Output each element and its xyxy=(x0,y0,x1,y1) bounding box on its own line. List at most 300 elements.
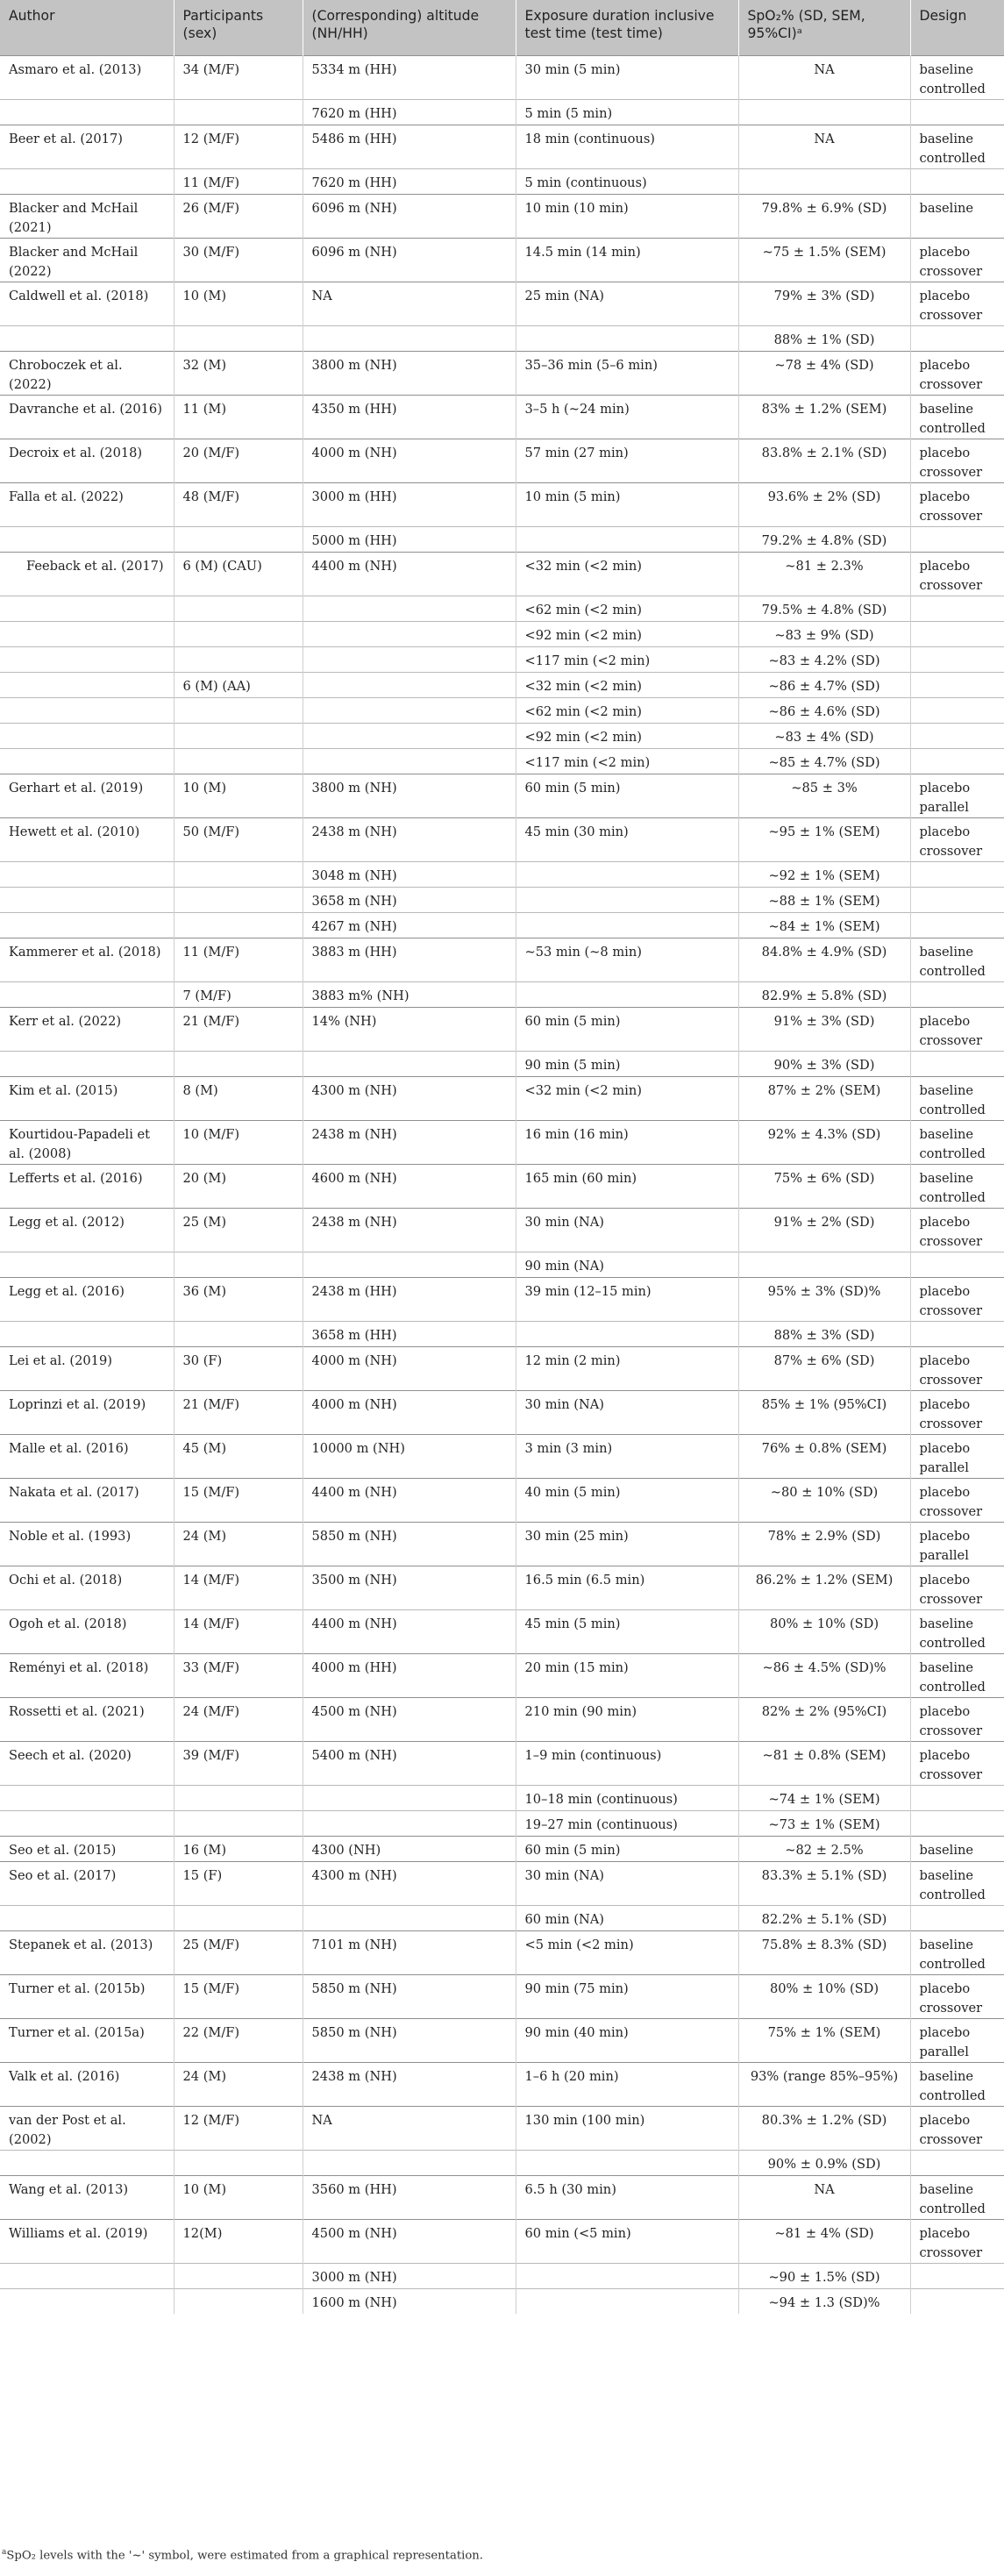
cell-spo2: ~86 ± 4.7% (SD) xyxy=(738,672,910,697)
table-row xyxy=(0,1164,1004,1208)
cell-exposure: <62 min (<2 min) xyxy=(516,697,738,723)
cell-design xyxy=(910,325,1004,351)
cell-spo2: NA xyxy=(738,125,910,168)
cell-design: baseline controlled xyxy=(910,1164,1004,1208)
cell-participants: 11 (M) xyxy=(174,395,303,439)
cell-participants: 11 (M/F) xyxy=(174,938,303,981)
cell-author xyxy=(0,912,174,938)
cell-author xyxy=(0,672,174,697)
table-row xyxy=(0,2219,1004,2263)
cell-participants xyxy=(174,99,303,125)
cell-participants: 34 (M/F) xyxy=(174,55,303,99)
cell-participants: 12 (M/F) xyxy=(174,2106,303,2150)
cell-spo2: ~82 ± 2.5% xyxy=(738,1836,910,1861)
table-row xyxy=(0,482,1004,526)
header-altitude: (Corresponding) altitude (NH/HH) xyxy=(303,0,516,55)
header-spo2: SpO₂% (SD, SEM, 95%CI)ᵃ xyxy=(738,0,910,55)
cell-participants xyxy=(174,621,303,646)
cell-author: Feeback et al. (2017) xyxy=(0,552,174,596)
table-row xyxy=(0,2150,1004,2175)
cell-design: baseline controlled xyxy=(910,1120,1004,1164)
cell-altitude xyxy=(303,1905,516,1930)
cell-exposure: 60 min (NA) xyxy=(516,1905,738,1930)
cell-spo2: 75% ± 6% (SD) xyxy=(738,1164,910,1208)
cell-altitude: 3658 m (HH) xyxy=(303,1321,516,1346)
cell-spo2: 90% ± 0.9% (SD) xyxy=(738,2150,910,2175)
cell-participants: 39 (M/F) xyxy=(174,1741,303,1785)
cell-exposure: 39 min (12–15 min) xyxy=(516,1277,738,1321)
cell-spo2: ~80 ± 10% (SD) xyxy=(738,1478,910,1522)
table-row xyxy=(0,1007,1004,1051)
cell-spo2: 80% ± 10% (SD) xyxy=(738,1974,910,2018)
cell-participants: 22 (M/F) xyxy=(174,2018,303,2062)
cell-design: baseline xyxy=(910,1836,1004,1861)
cell-exposure: <32 min (<2 min) xyxy=(516,552,738,596)
cell-participants: 30 (F) xyxy=(174,1346,303,1390)
cell-design xyxy=(910,2288,1004,2314)
cell-author: Reményi et al. (2018) xyxy=(0,1653,174,1697)
table-row xyxy=(0,1208,1004,1252)
cell-author: Beer et al. (2017) xyxy=(0,125,174,168)
cell-participants: 24 (M) xyxy=(174,2062,303,2106)
cell-altitude xyxy=(303,672,516,697)
cell-author xyxy=(0,1785,174,1810)
cell-spo2: 83.3% ± 5.1% (SD) xyxy=(738,1861,910,1905)
cell-altitude: 4500 m (NH) xyxy=(303,1697,516,1741)
cell-participants: 21 (M/F) xyxy=(174,1007,303,1051)
cell-altitude: 3048 m (NH) xyxy=(303,861,516,887)
cell-participants xyxy=(174,2263,303,2288)
cell-spo2: ~88 ± 1% (SEM) xyxy=(738,887,910,912)
cell-author: Blacker and McHail (2022) xyxy=(0,238,174,282)
cell-participants: 8 (M) xyxy=(174,1076,303,1120)
cell-spo2: ~86 ± 4.6% (SD) xyxy=(738,697,910,723)
table-row xyxy=(0,817,1004,861)
table-row xyxy=(0,1566,1004,1609)
cell-design: placebo crossover xyxy=(910,817,1004,861)
cell-exposure xyxy=(516,861,738,887)
cell-design: placebo crossover xyxy=(910,1478,1004,1522)
cell-participants: 33 (M/F) xyxy=(174,1653,303,1697)
table-row xyxy=(0,125,1004,168)
table-row xyxy=(0,1653,1004,1697)
cell-design: baseline controlled xyxy=(910,395,1004,439)
cell-design: baseline controlled xyxy=(910,1930,1004,1974)
cell-altitude: 4350 m (HH) xyxy=(303,395,516,439)
cell-exposure: 90 min (40 min) xyxy=(516,2018,738,2062)
cell-participants: 10 (M/F) xyxy=(174,1120,303,1164)
cell-author xyxy=(0,861,174,887)
cell-exposure: 30 min (NA) xyxy=(516,1390,738,1434)
table-row xyxy=(0,1434,1004,1478)
cell-altitude xyxy=(303,1051,516,1076)
table-row xyxy=(0,1076,1004,1120)
cell-design: baseline xyxy=(910,194,1004,238)
table-row xyxy=(0,672,1004,697)
table-row xyxy=(0,552,1004,596)
table-row xyxy=(0,99,1004,125)
cell-participants xyxy=(174,912,303,938)
table-body xyxy=(0,55,1004,2314)
cell-participants: 10 (M) xyxy=(174,774,303,817)
table-row xyxy=(0,351,1004,395)
cell-author: Valk et al. (2016) xyxy=(0,2062,174,2106)
cell-participants: 14 (M/F) xyxy=(174,1609,303,1653)
cell-participants xyxy=(174,1321,303,1346)
cell-design xyxy=(910,646,1004,672)
cell-exposure xyxy=(516,2288,738,2314)
cell-exposure: 60 min (5 min) xyxy=(516,1836,738,1861)
cell-spo2: 88% ± 1% (SD) xyxy=(738,325,910,351)
cell-design: placebo crossover xyxy=(910,439,1004,482)
cell-exposure: <117 min (<2 min) xyxy=(516,646,738,672)
cell-design: placebo crossover xyxy=(910,1697,1004,1741)
cell-author xyxy=(0,2288,174,2314)
cell-author: Blacker and McHail (2021) xyxy=(0,194,174,238)
table-row xyxy=(0,439,1004,482)
cell-altitude: 5850 m (NH) xyxy=(303,1974,516,2018)
footnote-text: SpO₂ levels with the '~' symbol, were estimated from a graphical representation. xyxy=(6,2549,483,2563)
cell-design: placebo crossover xyxy=(910,1566,1004,1609)
cell-exposure: 16 min (16 min) xyxy=(516,1120,738,1164)
cell-design: baseline controlled xyxy=(910,2062,1004,2106)
cell-spo2: ~83 ± 9% (SD) xyxy=(738,621,910,646)
table-row xyxy=(0,646,1004,672)
cell-spo2: 75.8% ± 8.3% (SD) xyxy=(738,1930,910,1974)
cell-spo2: 75% ± 1% (SEM) xyxy=(738,2018,910,2062)
cell-design xyxy=(910,168,1004,194)
cell-exposure: 3 min (3 min) xyxy=(516,1434,738,1478)
cell-spo2: ~90 ± 1.5% (SD) xyxy=(738,2263,910,2288)
cell-spo2: 79.8% ± 6.9% (SD) xyxy=(738,194,910,238)
cell-design xyxy=(910,861,1004,887)
cell-participants xyxy=(174,1051,303,1076)
table-row xyxy=(0,1836,1004,1861)
cell-author: Lefferts et al. (2016) xyxy=(0,1164,174,1208)
cell-exposure: 3–5 h (~24 min) xyxy=(516,395,738,439)
header-design: Design xyxy=(910,0,1004,55)
cell-altitude: 4000 m (NH) xyxy=(303,1390,516,1434)
cell-participants: 48 (M/F) xyxy=(174,482,303,526)
cell-participants: 14 (M/F) xyxy=(174,1566,303,1609)
cell-design xyxy=(910,621,1004,646)
table-row xyxy=(0,1390,1004,1434)
cell-design: placebo parallel xyxy=(910,1522,1004,1566)
table-row xyxy=(0,2018,1004,2062)
cell-altitude: 4000 m (NH) xyxy=(303,439,516,482)
cell-altitude: 4267 m (NH) xyxy=(303,912,516,938)
cell-exposure: 1–6 h (20 min) xyxy=(516,2062,738,2106)
cell-author: Seech et al. (2020) xyxy=(0,1741,174,1785)
cell-exposure xyxy=(516,325,738,351)
cell-altitude: 3883 m% (NH) xyxy=(303,981,516,1007)
cell-participants: 25 (M) xyxy=(174,1208,303,1252)
cell-author: Williams et al. (2019) xyxy=(0,2219,174,2263)
cell-spo2: 78% ± 2.9% (SD) xyxy=(738,1522,910,1566)
cell-author: Ochi et al. (2018) xyxy=(0,1566,174,1609)
cell-design: placebo crossover xyxy=(910,282,1004,325)
cell-exposure xyxy=(516,887,738,912)
cell-exposure: 90 min (5 min) xyxy=(516,1051,738,1076)
cell-altitude: 5000 m (HH) xyxy=(303,526,516,552)
cell-exposure: 19–27 min (continuous) xyxy=(516,1810,738,1836)
cell-altitude xyxy=(303,1252,516,1277)
cell-author: Lei et al. (2019) xyxy=(0,1346,174,1390)
cell-design xyxy=(910,887,1004,912)
cell-author xyxy=(0,697,174,723)
cell-exposure: 30 min (5 min) xyxy=(516,55,738,99)
cell-exposure: 20 min (15 min) xyxy=(516,1653,738,1697)
cell-participants: 7 (M/F) xyxy=(174,981,303,1007)
cell-author: Wang et al. (2013) xyxy=(0,2175,174,2219)
cell-author: van der Post et al. (2002) xyxy=(0,2106,174,2150)
cell-design: baseline controlled xyxy=(910,125,1004,168)
cell-participants xyxy=(174,1905,303,1930)
cell-design: baseline controlled xyxy=(910,1861,1004,1905)
cell-participants: 32 (M) xyxy=(174,351,303,395)
cell-spo2: NA xyxy=(738,55,910,99)
cell-design xyxy=(910,1321,1004,1346)
cell-spo2: 87% ± 6% (SD) xyxy=(738,1346,910,1390)
cell-design: placebo crossover xyxy=(910,482,1004,526)
cell-participants: 16 (M) xyxy=(174,1836,303,1861)
table-row xyxy=(0,981,1004,1007)
cell-spo2: 90% ± 3% (SD) xyxy=(738,1051,910,1076)
cell-author xyxy=(0,596,174,621)
cell-participants xyxy=(174,325,303,351)
cell-participants: 24 (M/F) xyxy=(174,1697,303,1741)
cell-altitude xyxy=(303,325,516,351)
cell-altitude: 5850 m (NH) xyxy=(303,1522,516,1566)
cell-altitude: 14% (NH) xyxy=(303,1007,516,1051)
table-row xyxy=(0,1697,1004,1741)
cell-exposure: 30 min (NA) xyxy=(516,1208,738,1252)
cell-altitude: 4600 m (NH) xyxy=(303,1164,516,1208)
cell-altitude xyxy=(303,2150,516,2175)
cell-altitude: 4000 m (HH) xyxy=(303,1653,516,1697)
cell-exposure: 10–18 min (continuous) xyxy=(516,1785,738,1810)
cell-participants: 21 (M/F) xyxy=(174,1390,303,1434)
cell-spo2 xyxy=(738,99,910,125)
table-row xyxy=(0,723,1004,748)
cell-participants: 15 (M/F) xyxy=(174,1478,303,1522)
cell-participants xyxy=(174,748,303,774)
cell-participants xyxy=(174,861,303,887)
cell-author xyxy=(0,981,174,1007)
cell-design: placebo parallel xyxy=(910,1434,1004,1478)
table-row xyxy=(0,1810,1004,1836)
cell-altitude: 3800 m (NH) xyxy=(303,351,516,395)
cell-altitude: 5486 m (HH) xyxy=(303,125,516,168)
cell-design: placebo crossover xyxy=(910,2219,1004,2263)
cell-altitude: 2438 m (NH) xyxy=(303,1208,516,1252)
table-row xyxy=(0,1321,1004,1346)
cell-design: placebo crossover xyxy=(910,1007,1004,1051)
header-exposure: Exposure duration inclusive test time (test time) xyxy=(516,0,738,55)
cell-altitude: 4500 m (NH) xyxy=(303,2219,516,2263)
cell-exposure xyxy=(516,526,738,552)
cell-exposure: 16.5 min (6.5 min) xyxy=(516,1566,738,1609)
cell-design xyxy=(910,526,1004,552)
cell-participants: 10 (M) xyxy=(174,282,303,325)
header-row xyxy=(0,0,1004,55)
cell-participants xyxy=(174,2288,303,2314)
cell-participants xyxy=(174,1252,303,1277)
cell-spo2: ~75 ± 1.5% (SEM) xyxy=(738,238,910,282)
cell-participants: 30 (M/F) xyxy=(174,238,303,282)
cell-design: placebo crossover xyxy=(910,552,1004,596)
cell-participants: 20 (M/F) xyxy=(174,439,303,482)
cell-altitude: 7620 m (HH) xyxy=(303,99,516,125)
cell-spo2: ~83 ± 4.2% (SD) xyxy=(738,646,910,672)
table-row xyxy=(0,861,1004,887)
cell-altitude: 4400 m (NH) xyxy=(303,552,516,596)
cell-altitude: 3000 m (NH) xyxy=(303,2263,516,2288)
cell-exposure: 210 min (90 min) xyxy=(516,1697,738,1741)
cell-altitude: 2438 m (NH) xyxy=(303,2062,516,2106)
cell-spo2: ~73 ± 1% (SEM) xyxy=(738,1810,910,1836)
cell-altitude: 7620 m (HH) xyxy=(303,168,516,194)
cell-author: Legg et al. (2016) xyxy=(0,1277,174,1321)
table-row xyxy=(0,1252,1004,1277)
cell-exposure xyxy=(516,912,738,938)
cell-altitude xyxy=(303,621,516,646)
cell-author xyxy=(0,1252,174,1277)
cell-exposure: 45 min (30 min) xyxy=(516,817,738,861)
cell-spo2: ~81 ± 2.3% xyxy=(738,552,910,596)
cell-altitude xyxy=(303,1785,516,1810)
cell-author: Nakata et al. (2017) xyxy=(0,1478,174,1522)
cell-design: baseline controlled xyxy=(910,938,1004,981)
cell-altitude: 10000 m (NH) xyxy=(303,1434,516,1478)
cell-design: baseline controlled xyxy=(910,1653,1004,1697)
cell-altitude xyxy=(303,748,516,774)
cell-exposure: 40 min (5 min) xyxy=(516,1478,738,1522)
table-row xyxy=(0,697,1004,723)
cell-participants xyxy=(174,1785,303,1810)
cell-design: placebo crossover xyxy=(910,1390,1004,1434)
cell-spo2: ~81 ± 4% (SD) xyxy=(738,2219,910,2263)
cell-exposure: <32 min (<2 min) xyxy=(516,672,738,697)
header-author: Author xyxy=(0,0,174,55)
cell-design: baseline controlled xyxy=(910,1076,1004,1120)
cell-author xyxy=(0,621,174,646)
cell-altitude xyxy=(303,1810,516,1836)
cell-author: Seo et al. (2015) xyxy=(0,1836,174,1861)
cell-participants xyxy=(174,596,303,621)
table-header xyxy=(0,0,1004,55)
cell-exposure: <92 min (<2 min) xyxy=(516,723,738,748)
cell-spo2: 87% ± 2% (SEM) xyxy=(738,1076,910,1120)
cell-spo2: 79.2% ± 4.8% (SD) xyxy=(738,526,910,552)
cell-participants xyxy=(174,2150,303,2175)
table-row xyxy=(0,1478,1004,1522)
cell-participants: 26 (M/F) xyxy=(174,194,303,238)
table-row xyxy=(0,2106,1004,2150)
cell-design: placebo crossover xyxy=(910,2106,1004,2150)
cell-design xyxy=(910,1810,1004,1836)
cell-exposure: 10 min (5 min) xyxy=(516,482,738,526)
cell-design: placebo crossover xyxy=(910,1208,1004,1252)
cell-spo2: 86.2% ± 1.2% (SEM) xyxy=(738,1566,910,1609)
table-row xyxy=(0,1741,1004,1785)
table-row xyxy=(0,238,1004,282)
cell-design xyxy=(910,748,1004,774)
cell-design xyxy=(910,672,1004,697)
cell-exposure: 6.5 h (30 min) xyxy=(516,2175,738,2219)
cell-design xyxy=(910,596,1004,621)
table-row xyxy=(0,1277,1004,1321)
cell-design xyxy=(910,1051,1004,1076)
cell-design xyxy=(910,912,1004,938)
table-row xyxy=(0,621,1004,646)
cell-exposure: 14.5 min (14 min) xyxy=(516,238,738,282)
table-row xyxy=(0,55,1004,99)
cell-author: Turner et al. (2015a) xyxy=(0,2018,174,2062)
cell-author xyxy=(0,887,174,912)
cell-participants xyxy=(174,1810,303,1836)
cell-altitude: 3883 m (HH) xyxy=(303,938,516,981)
cell-spo2: 91% ± 2% (SD) xyxy=(738,1208,910,1252)
cell-altitude: 2438 m (NH) xyxy=(303,817,516,861)
cell-participants: 10 (M) xyxy=(174,2175,303,2219)
cell-author xyxy=(0,1051,174,1076)
cell-spo2: ~95 ± 1% (SEM) xyxy=(738,817,910,861)
cell-author: Kerr et al. (2022) xyxy=(0,1007,174,1051)
table-row xyxy=(0,1905,1004,1930)
table-row xyxy=(0,2288,1004,2314)
cell-exposure: 12 min (2 min) xyxy=(516,1346,738,1390)
cell-author: Davranche et al. (2016) xyxy=(0,395,174,439)
cell-altitude: 4000 m (NH) xyxy=(303,1346,516,1390)
cell-altitude: 6096 m (NH) xyxy=(303,194,516,238)
cell-altitude: 3658 m (NH) xyxy=(303,887,516,912)
cell-spo2 xyxy=(738,168,910,194)
cell-author: Kim et al. (2015) xyxy=(0,1076,174,1120)
table-row xyxy=(0,748,1004,774)
cell-exposure: <5 min (<2 min) xyxy=(516,1930,738,1974)
cell-participants xyxy=(174,526,303,552)
cell-participants: 6 (M) (CAU) xyxy=(174,552,303,596)
cell-author: Caldwell et al. (2018) xyxy=(0,282,174,325)
cell-spo2: 79.5% ± 4.8% (SD) xyxy=(738,596,910,621)
table-row xyxy=(0,1051,1004,1076)
cell-altitude xyxy=(303,596,516,621)
cell-exposure: 25 min (NA) xyxy=(516,282,738,325)
cell-participants: 24 (M) xyxy=(174,1522,303,1566)
table-row xyxy=(0,1785,1004,1810)
cell-participants: 12 (M/F) xyxy=(174,125,303,168)
cell-exposure: <32 min (<2 min) xyxy=(516,1076,738,1120)
cell-spo2: 79% ± 3% (SD) xyxy=(738,282,910,325)
table-row xyxy=(0,526,1004,552)
cell-author xyxy=(0,1321,174,1346)
cell-spo2 xyxy=(738,1252,910,1277)
cell-design: placebo crossover xyxy=(910,351,1004,395)
cell-exposure: 90 min (75 min) xyxy=(516,1974,738,2018)
cell-participants: 25 (M/F) xyxy=(174,1930,303,1974)
cell-exposure xyxy=(516,2263,738,2288)
cell-altitude: 4400 m (NH) xyxy=(303,1609,516,1653)
cell-spo2: NA xyxy=(738,2175,910,2219)
cell-author: Gerhart et al. (2019) xyxy=(0,774,174,817)
cell-altitude: 2438 m (NH) xyxy=(303,1120,516,1164)
table-row xyxy=(0,887,1004,912)
cell-altitude: 5400 m (NH) xyxy=(303,1741,516,1785)
cell-altitude: 1600 m (NH) xyxy=(303,2288,516,2314)
cell-author: Decroix et al. (2018) xyxy=(0,439,174,482)
cell-spo2: 82% ± 2% (95%CI) xyxy=(738,1697,910,1741)
